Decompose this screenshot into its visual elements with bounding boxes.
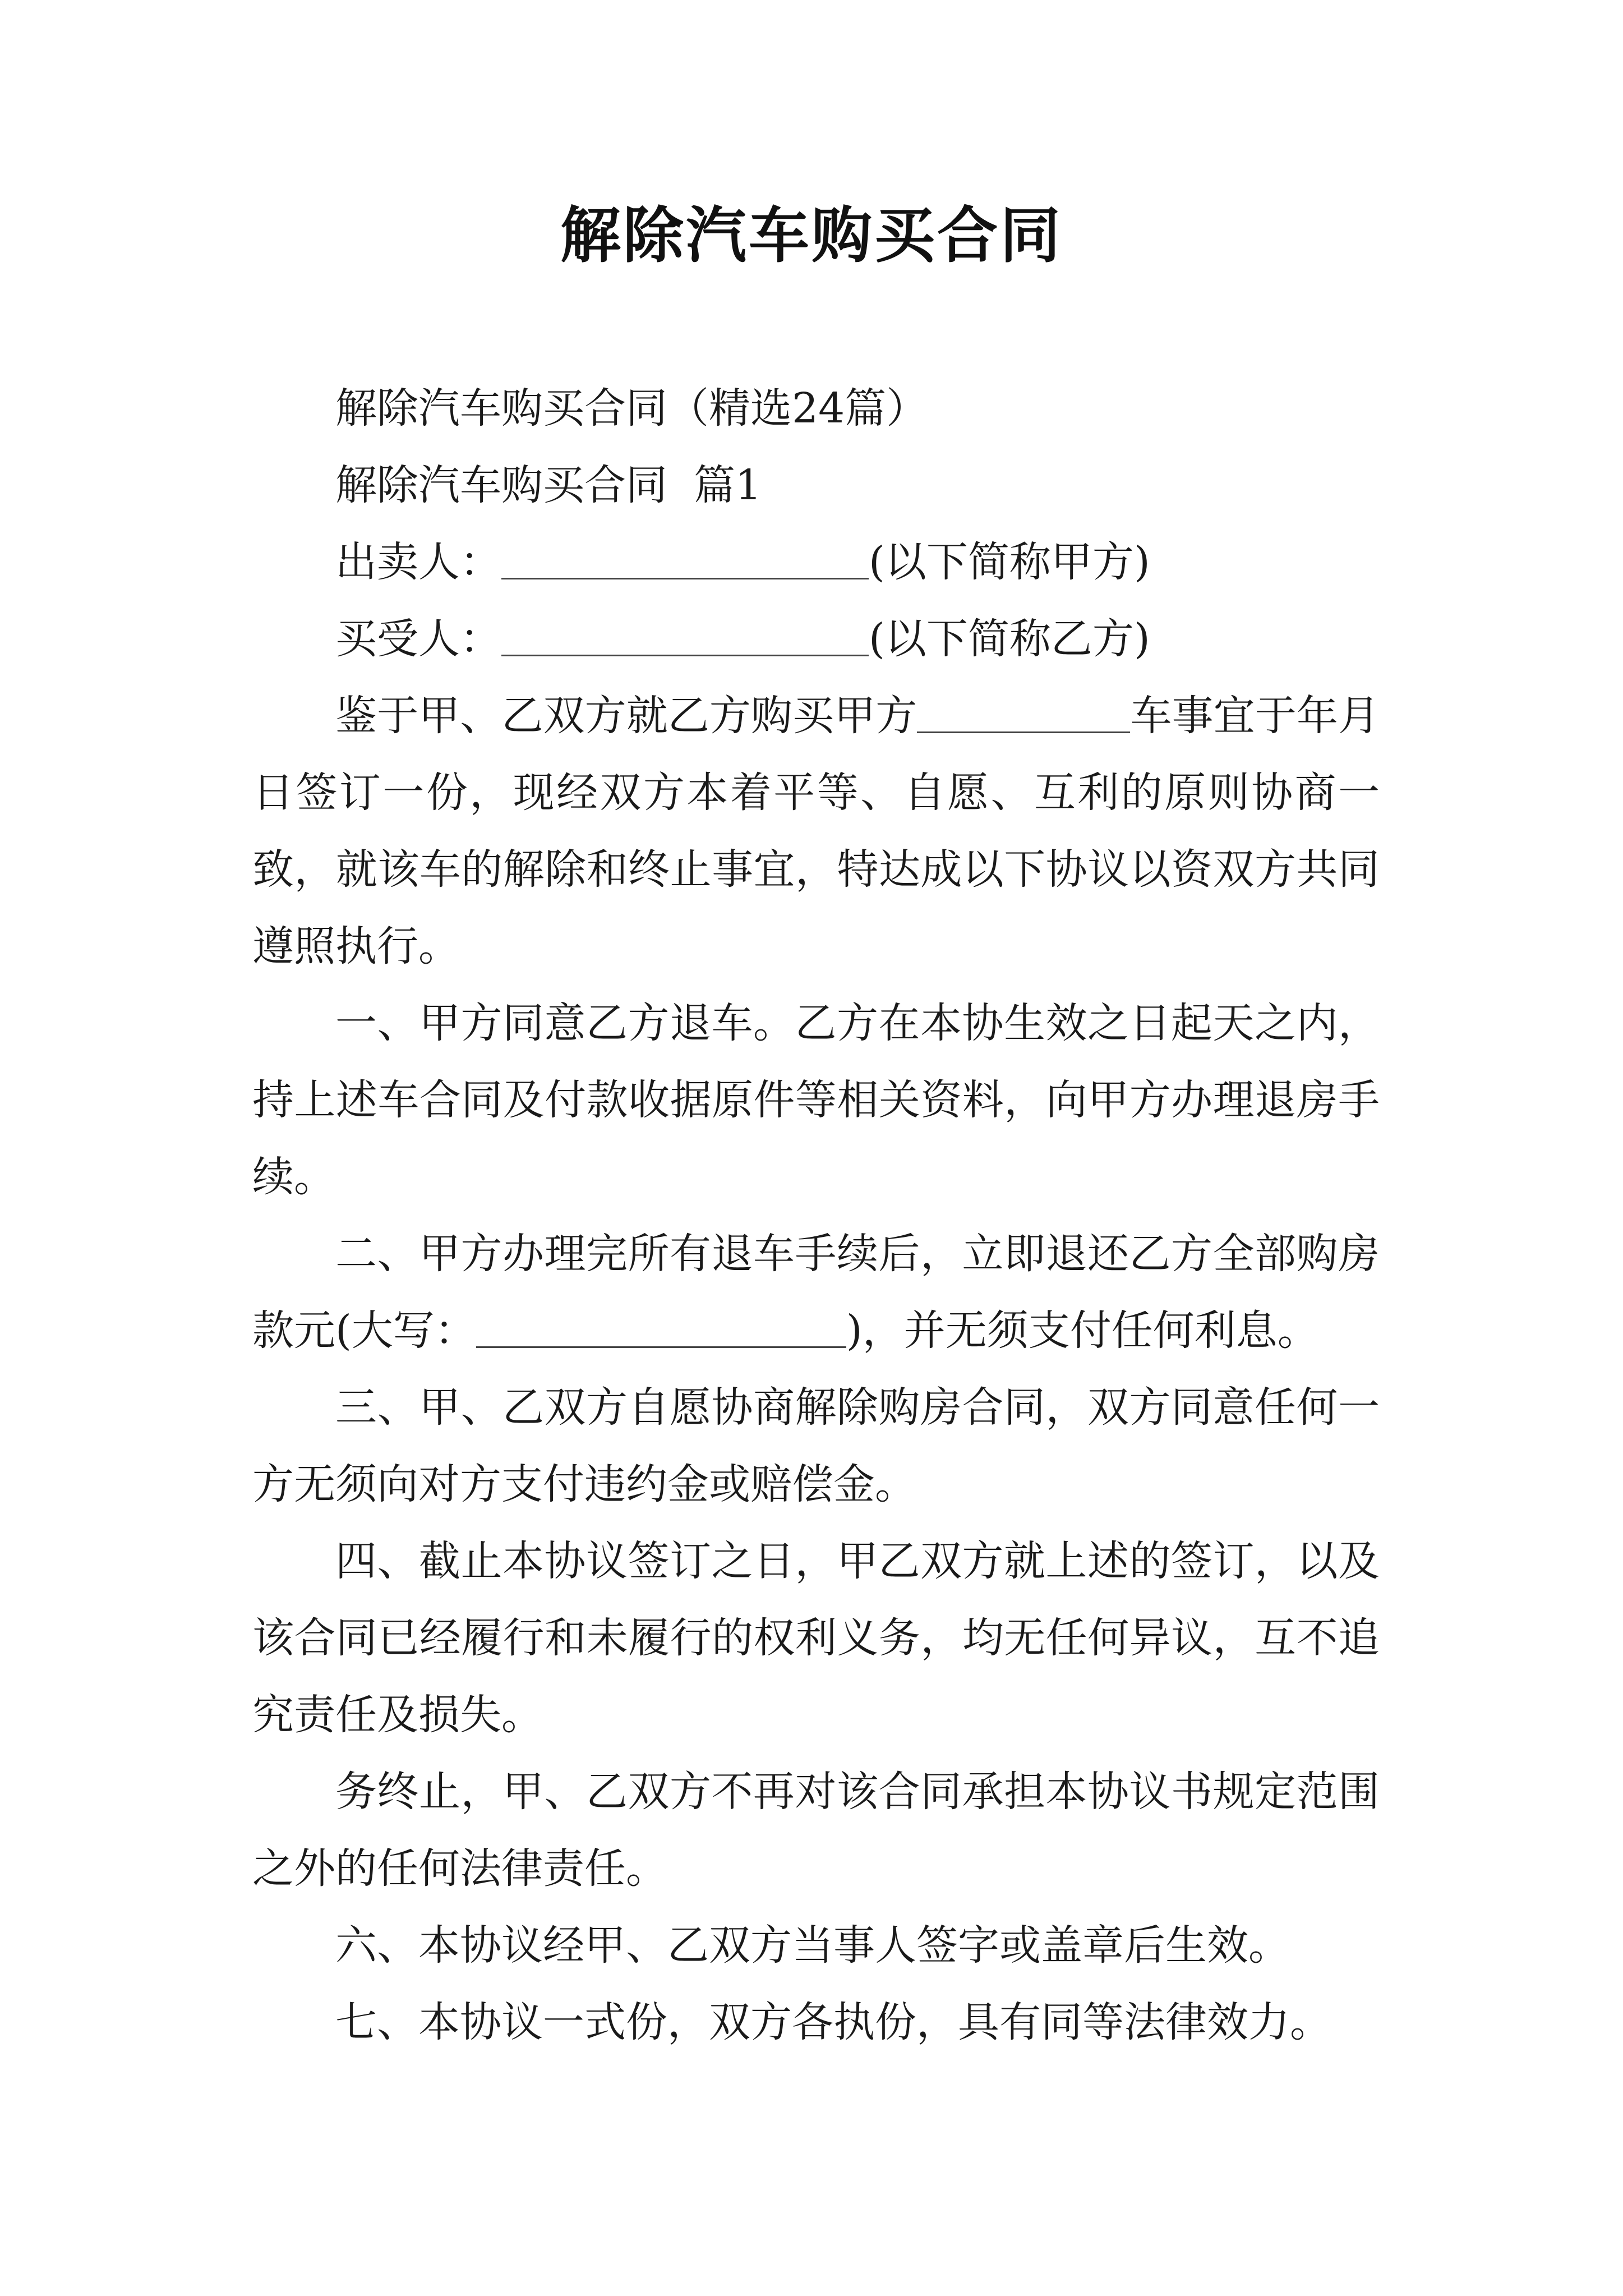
- buyer-suffix: (以下简称乙方): [869, 615, 1150, 663]
- seller-line: [252, 524, 1380, 601]
- car-blank: [917, 692, 1130, 733]
- clause-6: 六、本协议经甲、乙双方当事人签字或盖章后生效。: [335, 1921, 1290, 1970]
- seller-label: 出卖人：: [335, 538, 501, 586]
- buyer-blank: [501, 615, 869, 656]
- document-subtitle: 解除汽车购买合同（精选24篇）: [335, 384, 928, 432]
- clause-2-part1: 二、甲方办理完所有退车手续后，立即退还乙方全部购房款元(大写：: [252, 1230, 1380, 1355]
- clause-2: [252, 1216, 1380, 1369]
- document-body: [252, 370, 1380, 2061]
- buyer-line: [252, 601, 1380, 678]
- buyer-label: 买受人：: [335, 615, 501, 663]
- clause-5: 务终止，甲、乙双方不再对该合同承担本协议书规定范围之外的任何法律责任。: [252, 1768, 1380, 1893]
- clause-2-part2: )，并无须支付任何利息。: [846, 1306, 1319, 1355]
- document-title: 解除汽车购买合同: [560, 200, 1063, 271]
- recital-part2: 车事宜于年月日签订一份，现经双方本着平等、自愿、互利的原则协商一致，就该车的解除和终止事宜，特达成以下协议以资双方共同遵照执行。: [252, 692, 1380, 970]
- clause-4: 四、截止本协议签订之日，甲乙双方就上述的签订，以及该合同已经履行和未履行的权利义务，均无任何异议，互不追究责任及损失。: [252, 1537, 1380, 1739]
- section-heading: 解除汽车购买合同 篇1: [335, 461, 762, 509]
- amount-blank: [476, 1307, 846, 1348]
- seller-suffix: (以下简称甲方): [869, 538, 1150, 586]
- clause-1: 一、甲方同意乙方退车。乙方在本协生效之日起天之内，持上述车合同及付款收据原件等相关资料，向甲方办理退房手续。: [252, 999, 1380, 1201]
- clause-7: 七、本协议一式份，双方各执份，具有同等法律效力。: [335, 1998, 1331, 2046]
- clause-3: 三、甲、乙双方自愿协商解除购房合同，双方同意任何一方无须向对方支付违约金或赔偿金。: [252, 1383, 1380, 1508]
- recital-part1: 鉴于甲、乙双方就乙方购买甲方: [335, 692, 917, 740]
- seller-blank: [501, 539, 869, 579]
- recital-paragraph: [252, 678, 1380, 985]
